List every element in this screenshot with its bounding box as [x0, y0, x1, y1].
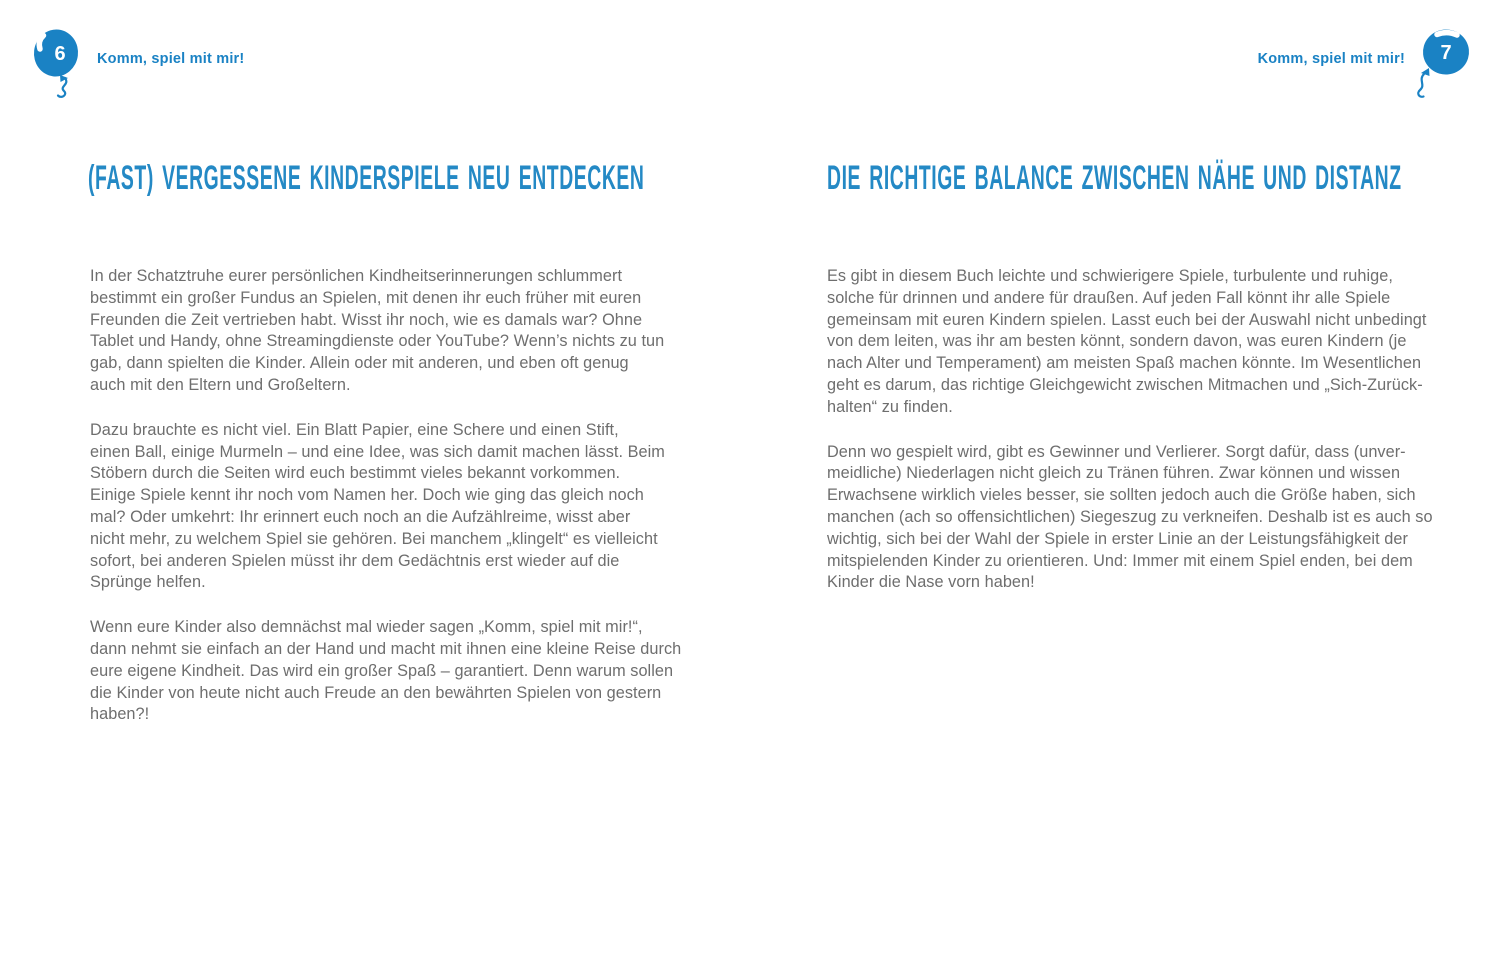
text-line: Freunden die Zeit vertrieben habt. Wisst ihr noch, wie es damals war? Ohne	[90, 310, 643, 329]
text-line: In der Schatztruhe eurer persönlichen Kindheitserinnerungen schlummert	[90, 267, 623, 285]
running-header: Komm, spiel mit mir!	[1257, 51, 1405, 67]
text-line: solche für drinnen und andere für draußen. Auf jeden Fall könnt ihr alle Spiele	[827, 288, 1391, 307]
text-line: Erwachsene wirklich vieles besser, sie sollten jedoch auch die Größe haben, sich	[827, 486, 1416, 505]
right-page-header	[1258, 28, 1470, 102]
text-line: Dazu brauchte es nicht viel. Ein Blatt Papier, eine Schere und einen Stift,	[90, 420, 619, 439]
paragraph	[827, 442, 1433, 595]
text-line: Sprünge helfen.	[90, 573, 206, 592]
left-page-body	[90, 266, 681, 749]
text-line: bestimmt ein großer Fundus an Spielen, mit denen ihr euch früher mit euren	[90, 288, 642, 307]
paragraph	[90, 266, 681, 397]
text-line: sofort, bei anderen Spielen müsst ihr dem Gedächtnis erst wieder auf die	[90, 551, 620, 570]
text-line: manchen (ach so offensichtlichen) Siegeszug zu verkneifen. Deshalb ist es auch so	[827, 507, 1433, 526]
text-line: Wenn eure Kinder also demnächst mal wieder sagen „Komm, spiel mit mir!“,	[90, 618, 643, 637]
paragraph	[90, 617, 681, 726]
text-line: auch mit den Eltern und Großeltern.	[90, 375, 351, 394]
text-line: mitspielenden Kinder zu orientieren. Und: Immer mit einem Spiel enden, bei dem	[827, 551, 1413, 570]
page-number: 7	[1440, 42, 1452, 64]
text-line: mal? Oder umkehrt: Ihr erinnert euch noch an die Aufzählreime, wisst aber	[90, 507, 631, 526]
text-line: von dem leiten, was ihr am besten könnt, sondern davon, was euren Kindern (je	[827, 332, 1407, 351]
right-page-title-text: DIE RICHTIGE BALANCE ZWISCHEN NÄHE UND DISTANZ	[827, 159, 1402, 197]
text-line: gemeinsam mit euren Kindern spielen. Lasst euch bei der Auswahl nicht unbedingt	[827, 310, 1427, 329]
text-line: einen Ball, einige Murmeln – und eine Idee, was sich damit machen lässt. Beim	[90, 442, 665, 461]
page-number: 6	[54, 43, 66, 65]
running-header: Komm, spiel mit mir!	[97, 51, 245, 67]
text-line: Kinder die Nase vorn haben!	[827, 573, 1035, 592]
text-line: geht es darum, das richtige Gleichgewicht zwischen Mitmachen und „Sich-Zurück-	[827, 375, 1423, 394]
text-line: die Kinder von heute nicht auch Freude an den bewährten Spielen von gestern	[90, 683, 662, 702]
text-line: Stöbern durch die Seiten wird euch bestimmt vieles bekannt vorkommen.	[90, 464, 621, 483]
text-line: nach Alter und Temperament) am meisten Spaß machen könnte. Im Wesentlichen	[827, 354, 1422, 373]
balloon-highlight	[1437, 33, 1457, 35]
text-line: Einige Spiele kennt ihr noch vom Namen her. Doch wie ging das gleich noch	[90, 486, 644, 505]
text-line: halten“ zu finden.	[827, 397, 953, 416]
text-line: meidliche) Niederlagen nicht gleich zu Tränen führen. Zwar können und wissen	[827, 464, 1401, 483]
paragraph	[827, 266, 1433, 419]
left-page-title-text: (FAST) VERGESSENE KINDERSPIELE NEU ENTDECKEN	[88, 159, 645, 197]
balloon-icon	[1416, 28, 1470, 102]
text-line: dann nehmt sie einfach an der Hand und macht mit ihnen eine kleine Reise durch	[90, 639, 682, 658]
text-line: haben?!	[90, 705, 150, 724]
text-line: Denn wo gespielt wird, gibt es Gewinner und Verlierer. Sorgt dafür, dass (unver-	[827, 442, 1406, 461]
text-line: nicht mehr, zu welchem Spiel sie gehören. Bei manchem „klingelt“ es vielleicht	[90, 529, 658, 548]
paragraph	[90, 420, 681, 594]
right-page-body	[827, 266, 1433, 617]
balloon-icon	[32, 28, 86, 102]
balloon-string	[1418, 74, 1424, 97]
text-line: Tablet und Handy, ohne Streamingdienste oder YouTube? Wenn’s nichts zu tun	[90, 332, 665, 351]
right-page-title	[827, 160, 1500, 196]
left-page-header	[32, 28, 244, 102]
text-line: gab, dann spielten die Kinder. Allein oder mit anderen, und eben oft genug	[90, 354, 629, 373]
text-line: eure eigene Kindheit. Das wird ein großer Spaß – garantiert. Denn warum sollen	[90, 661, 674, 680]
text-line: wichtig, sich bei der Wahl der Spiele in erster Linie an der Leistungsfähigkeit der	[827, 529, 1408, 548]
text-line: Es gibt in diesem Buch leichte und schwierigere Spiele, turbulente und ruhige,	[827, 267, 1393, 285]
